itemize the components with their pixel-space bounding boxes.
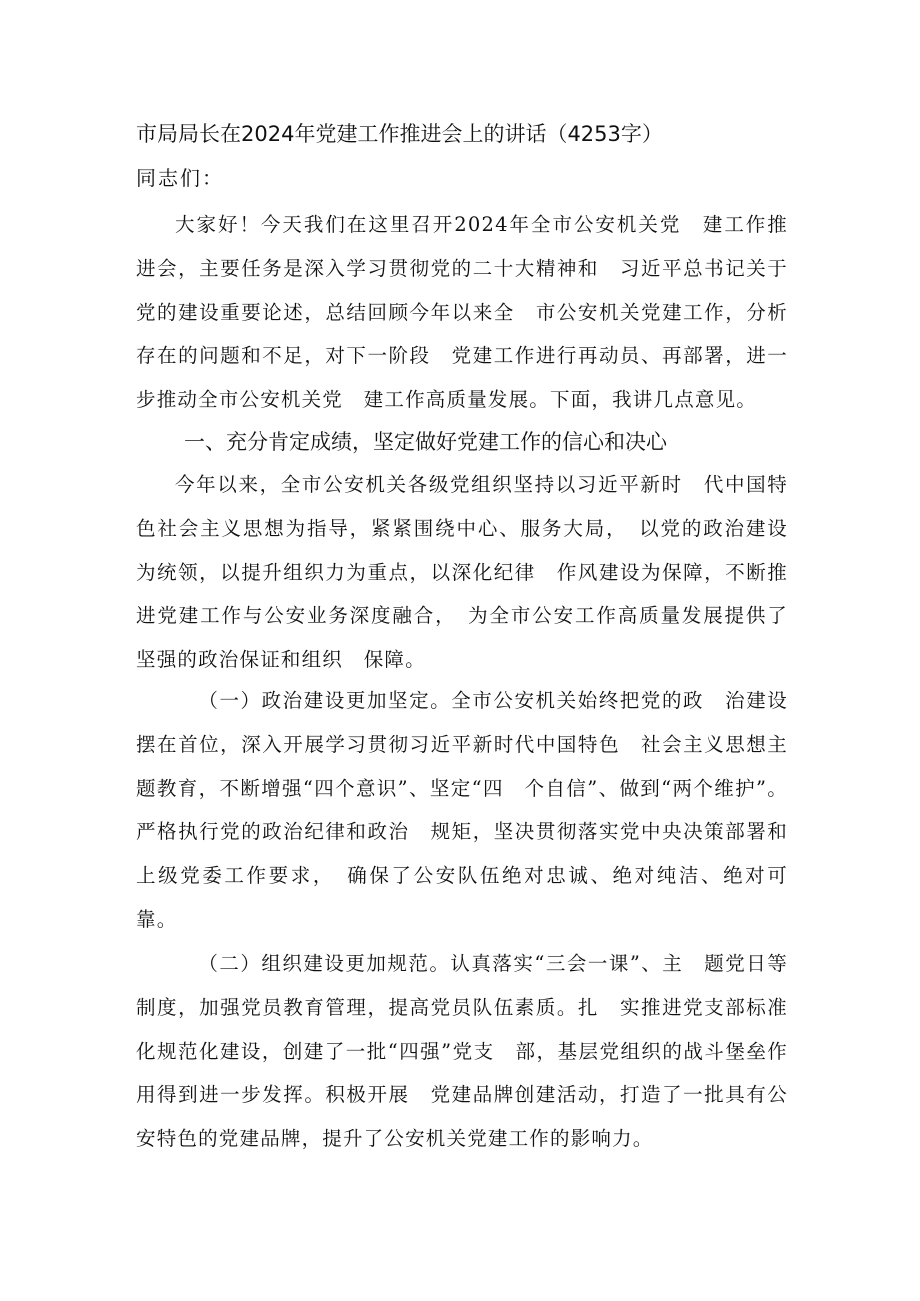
section-heading-1: 一、充分肯定成绩，坚定做好党建工作的信心和决心 bbox=[184, 430, 667, 454]
item-organizational-construction: （二）组织建设更加规范。认真落实“三会一课”、主 题党日等制度，加强党员教育管理，提高党员队伍素质。扎 实推进党支部标准化规范化建设，创建了一批“四强”党支 部，基层党组织的战斗堡垒作用得到进一步发挥。积极开展 党建品牌创建活动，打造了一批具有公安特色的党建品牌，提升了公安机关党建工作的影响力。 bbox=[136, 952, 788, 1151]
salutation: 同志们： bbox=[136, 166, 224, 190]
document-title: 市局局长在2024年党建工作推进会上的讲话（4253字） bbox=[136, 122, 663, 146]
item-political-construction: （一）政治建设更加坚定。全市公安机关始终把党的政 治建设摆在首位，深入开展学习贯彻习近平新时代中国特色 社会主义思想主题教育，不断增强“四个意识”、坚定“四 个自信”、做到“两个维护”。严格执行党的政治纪律和政治 规矩，坚决贯彻落实党中央决策部署和上级党委工作要求， 确保了公安队伍绝对忠诚、绝对纯洁、绝对可靠。 bbox=[136, 689, 788, 931]
intro-paragraph: 大家好！今天我们在这里召开2024年全市公安机关党 建工作推进会，主要任务是深入学习贯彻党的二十大精神和 习近平总书记关于党的建设重要论述，总结回顾今年以来全 市公安机关党建工作，分析存在的问题和不足，对下一阶段 党建工作进行再动员、再部署，进一步推动全市公安机关党 建工作高质量发展。下面，我讲几点意见。 bbox=[136, 213, 788, 412]
section1-paragraph: 今年以来，全市公安机关各级党组织坚持以习近平新时 代中国特色社会主义思想为指导，紧紧围绕中心、服务大局， 以党的政治建设为统领，以提升组织力为重点，以深化纪律 作风建设为保障，不断推进党建工作与公安业务深度融合， 为全市公安工作高质量发展提供了坚强的政治保证和组织 保障。 bbox=[136, 473, 788, 672]
